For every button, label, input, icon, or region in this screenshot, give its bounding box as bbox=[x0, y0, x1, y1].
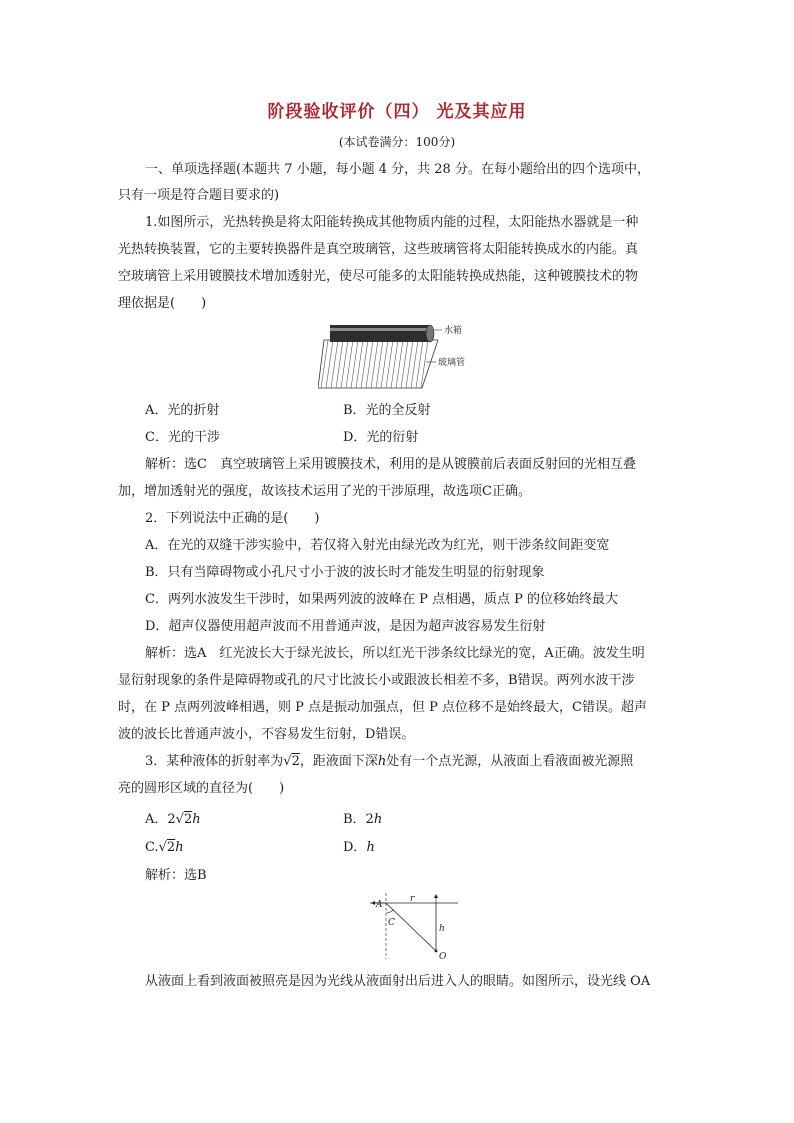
q3-option-a-root: 2 bbox=[183, 812, 193, 827]
q2-answer-line2: 显衍射现象的条件是障碍物或孔的尺寸比波长小或跟波长相差不多，B错误。两列水波干涉 bbox=[118, 673, 635, 688]
page-title: 阶段验收评价（四） 光及其应用 bbox=[267, 102, 527, 122]
q2-answer-line1: 解析：选A 红光波长大于绿光波长，所以红光干涉条纹比绿光的宽，A正确。波发生明 bbox=[145, 646, 645, 661]
q1-stem-line3: 空玻璃管上采用镀膜技术增加透射光，使尽可能多的太阳能转换成热能，这种镀膜技术的物 bbox=[118, 269, 639, 284]
section-heading-line1: 一、单项选择题(本题共 7 小题，每小题 4 分，共 28 分。在每小题给出的四个选项中， bbox=[145, 162, 650, 177]
q3-stem-text-a: 3．某种液体的折射率为 bbox=[145, 754, 284, 769]
q2-stem: 2．下列说法中正确的是( ) bbox=[145, 511, 320, 526]
q3-option-d-var: h bbox=[366, 840, 375, 855]
label-water-tank: 水箱 bbox=[444, 326, 463, 336]
label-point-a: A bbox=[376, 900, 383, 910]
section-heading-line2: 只有一项是符合题目要求的) bbox=[118, 188, 280, 203]
q3-option-a-var: h bbox=[192, 812, 201, 827]
refraction-geometry-figure bbox=[362, 893, 462, 963]
q1-answer-line1: 解析：选C 真空玻璃管上采用镀膜技术，利用的是从镀膜前后表面反射回的光相互叠 bbox=[145, 457, 636, 472]
q2-answer-line3: 时，在 P 点两列波峰相遇，则 P 点是振动加强点，但 P 点位移不是始终最大，C错误。超声 bbox=[118, 700, 647, 715]
q3-option-a-prefix: A．2 bbox=[145, 812, 176, 827]
q3-option-b-prefix: B．2 bbox=[343, 812, 374, 827]
q3-option-b-var: h bbox=[373, 812, 383, 827]
q2-option-d: D．超声仪器使用超声波而不用普通声波，是因为超声波容易发生衍射 bbox=[145, 619, 546, 634]
q3-option-c-root: 2 bbox=[166, 840, 176, 855]
label-glass-tube: 玻璃管 bbox=[438, 358, 466, 368]
sqrt-sign: √ bbox=[158, 840, 167, 855]
q1-option-a: A．光的折射 bbox=[145, 403, 220, 418]
q3-explanation-line: 从液面上看到液面被照亮是因为光线从液面射出后进入人的眼睛。如图所示，设光线 OA bbox=[145, 974, 651, 989]
q3-option-d-prefix: D． bbox=[343, 840, 367, 855]
q1-stem-line4: 理依据是( ) bbox=[118, 296, 207, 311]
q2-option-b: B．只有当障碍物或小孔尺寸小于波的波长时才能发生明显的衍射现象 bbox=[145, 565, 545, 580]
q3-stem-root: 2 bbox=[291, 754, 300, 769]
q3-stem-text-c: 处有一个点光源，从液面上看液面被光源照 bbox=[386, 754, 634, 769]
sqrt-sign: √ bbox=[283, 754, 292, 769]
q3-stem-line2: 亮的圆形区域的直径为( ) bbox=[118, 781, 285, 796]
q1-answer-line2: 加，增加透射光的强度，故该技术运用了光的干涉原理，故选项C正确。 bbox=[118, 484, 531, 499]
q2-answer-line4: 波的波长比普通声波小，不容易发生衍射，D错误。 bbox=[118, 727, 415, 742]
q3-option-c-prefix: C. bbox=[145, 840, 159, 855]
q2-option-a: A．在光的双缝干涉实验中，若仅将入射光由绿光改为红光，则干涉条纹间距变宽 bbox=[145, 538, 610, 553]
q3-option-c bbox=[145, 838, 184, 858]
label-depth-h: h bbox=[439, 924, 445, 934]
q3-stem-text-b: ，距液面下深 bbox=[299, 754, 378, 769]
sqrt-sign: √ bbox=[175, 812, 184, 827]
label-point-o: O bbox=[439, 952, 447, 962]
q1-stem-line2: 光热转换装置，它的主要转换器件是真空玻璃管，这些玻璃管将太阳能转换成水的内能。真 bbox=[118, 242, 639, 257]
q3-option-a bbox=[145, 810, 201, 830]
q3-answer: 解析：选B bbox=[145, 868, 207, 883]
q1-option-d: D．光的衍射 bbox=[343, 430, 419, 445]
q1-option-c: C．光的干涉 bbox=[145, 430, 220, 445]
q3-option-b bbox=[343, 810, 382, 830]
score-note: (本试卷满分：100分) bbox=[338, 135, 456, 149]
label-radius-r: r bbox=[410, 894, 415, 904]
q1-option-b: B．光的全反射 bbox=[343, 403, 431, 418]
label-angle-c: C bbox=[388, 918, 395, 928]
q1-stem-line1: 1.如图所示，光热转换是将太阳能转换成其他物质内能的过程，太阳能热水器就是一种 bbox=[145, 215, 639, 230]
q3-stem-line1 bbox=[145, 752, 633, 772]
q3-option-c-var: h bbox=[175, 840, 184, 855]
q3-option-d bbox=[343, 838, 375, 858]
q2-option-c: C．两列水波发生干涉时，如果两列波的波峰在 P 点相遇，质点 P 的位移始终最大 bbox=[145, 592, 618, 607]
solar-water-heater-figure bbox=[318, 318, 488, 390]
q3-stem-var-h: h bbox=[377, 754, 387, 769]
